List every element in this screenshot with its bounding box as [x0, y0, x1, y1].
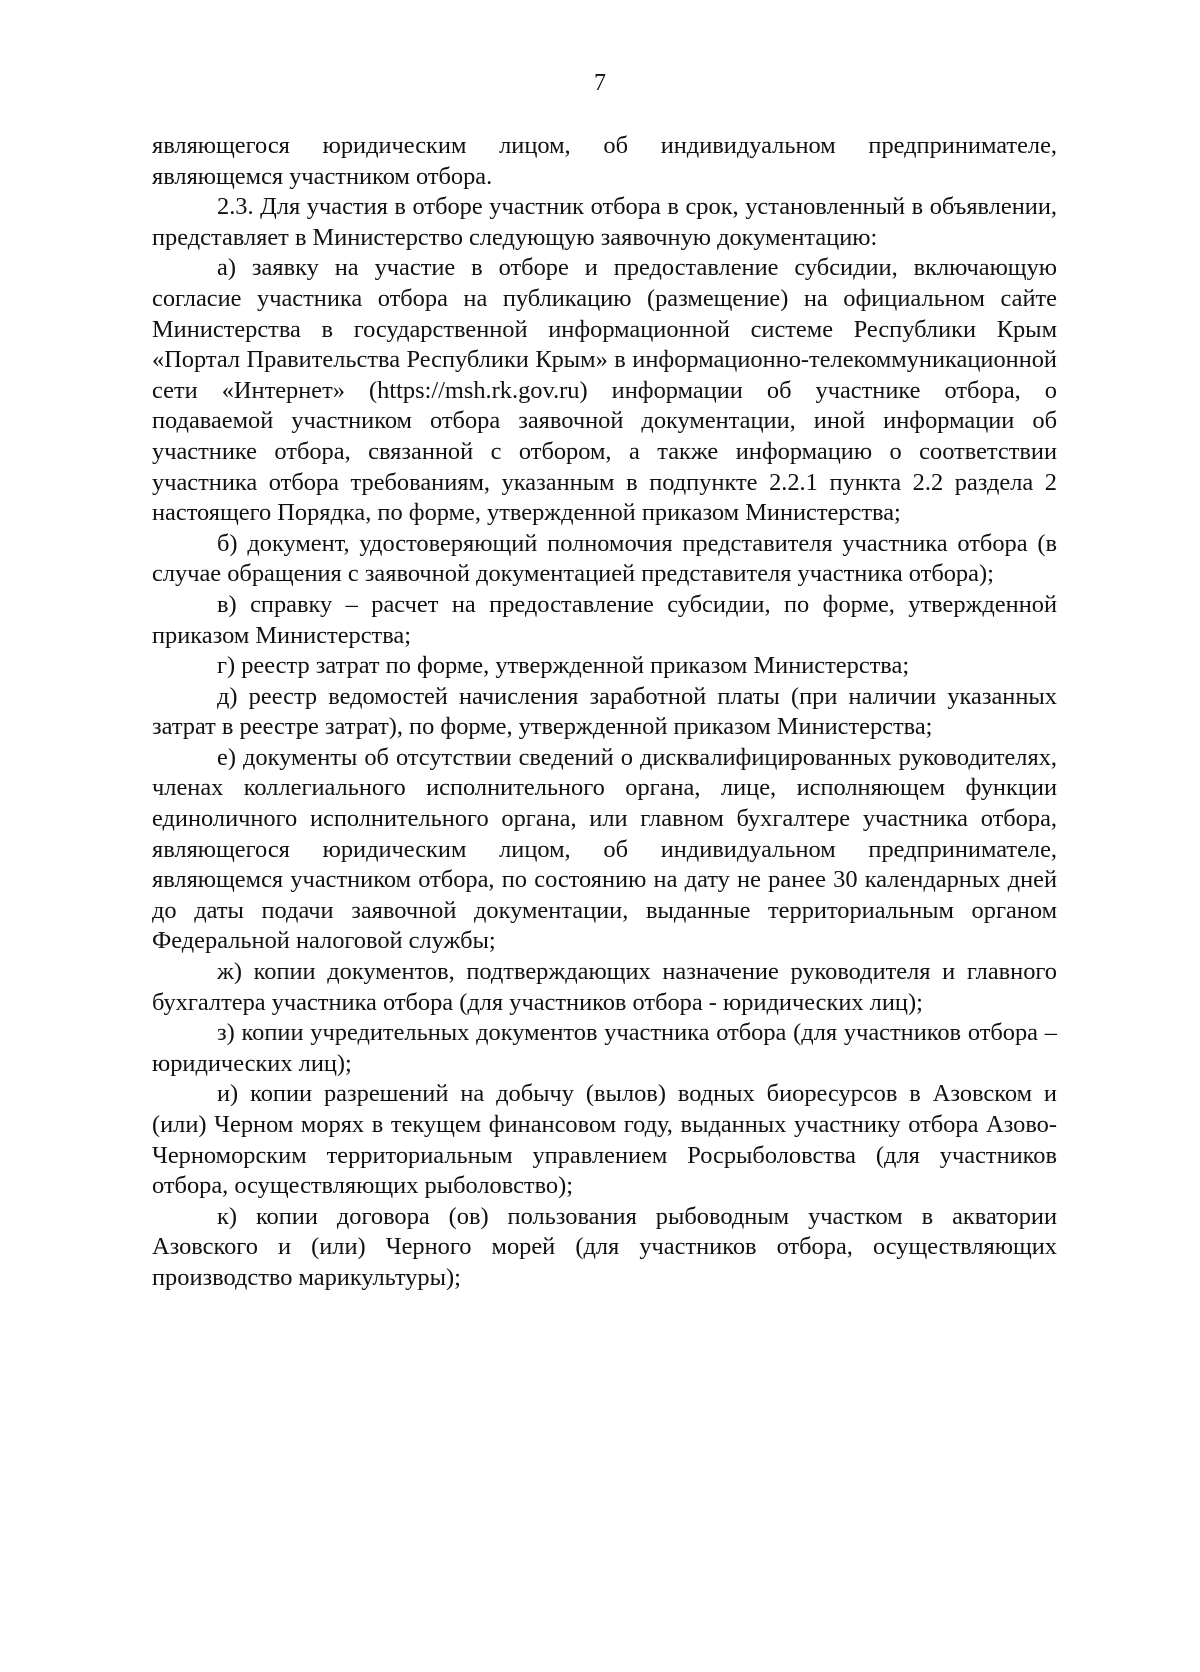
- list-item-i: и) копии разрешений на добычу (вылов) водных биоресурсов в Азовском и (или) Черном морях в текущем финансовом году, выданных участнику отбора Азово-Черноморским территориальным управлением Росрыболовства (для участников отбора, осуществляющих рыболовство);: [152, 1080, 1057, 1200]
- list-item-v: в) справку – расчет на предоставление субсидии, по форме, утвержденной приказом Министерства;: [152, 590, 1057, 649]
- paragraph-2-3: 2.3. Для участия в отборе участник отбора в срок, установленный в объявлении, представляет в Министерство следующую заявочную документацию:: [152, 193, 1057, 251]
- list-item-z: з) копии учредительных документов участника отбора (для участников отбора – юридических лиц);: [152, 1019, 1057, 1077]
- document-body: [152, 131, 1057, 1294]
- paragraph-continuation: являющегося юридическим лицом, об индивидуальном предпринимателе, являющемся участником отбора.: [152, 132, 1057, 190]
- list-item-zh: ж) копии документов, подтверждающих назначение руководителя и главного бухгалтера участника отбора (для участников отбора - юридических лиц);: [152, 958, 1057, 1016]
- list-item-k: к) копии договора (ов) пользования рыбоводным участком в акватории Азовского и (или) Черного морей (для участников отбора, осуществляющих производство марикультуры);: [152, 1202, 1057, 1291]
- list-item-g: г) реестр затрат по форме, утвержденной приказом Министерства;: [217, 652, 910, 680]
- page-number: 7: [594, 70, 606, 96]
- list-item-e: е) документы об отсутствии сведений о дисквалифицированных руководителях, членах коллегиального исполнительного органа, лице, исполняющем функции единоличного исполнительного органа, или главном бухгалтере участника отбора, являющегося юридическим лицом, об индивидуальном предпринимателе, являющемся участником отбора, по состоянию на дату не ранее 30 календарных дней до даты подачи заявочной документации, выданные территориальным органом Федеральной налоговой службы;: [152, 743, 1057, 955]
- list-item-a: а) заявку на участие в отборе и предоставление субсидии, включающую согласие участника отбора на публикацию (размещение) на официальном сайте Министерства в государственной информационной системе Республики Крым «Портал Правительства Республики Крым» в информационно-телекоммуникационной сети «Интернет» (https://msh.rk.gov.ru) информации об участнике отбора, о подаваемой участником отбора заявочной документации, иной информации об участнике отбора, связанной с отбором, а также информацию о соответствии участника отбора требованиям, указанным в подпункте 2.2.1 пункта 2.2 раздела 2 настоящего Порядка, по форме, утвержденной приказом Министерства;: [152, 254, 1057, 527]
- list-item-d: д) реестр ведомостей начисления заработной платы (при наличии указанных затрат в реестре затрат), по форме, утвержденной приказом Министерства;: [152, 682, 1057, 741]
- list-item-b: б) документ, удостоверяющий полномочия представителя участника отбора (в случае обращения с заявочной документацией представителя участника отбора);: [152, 529, 1057, 588]
